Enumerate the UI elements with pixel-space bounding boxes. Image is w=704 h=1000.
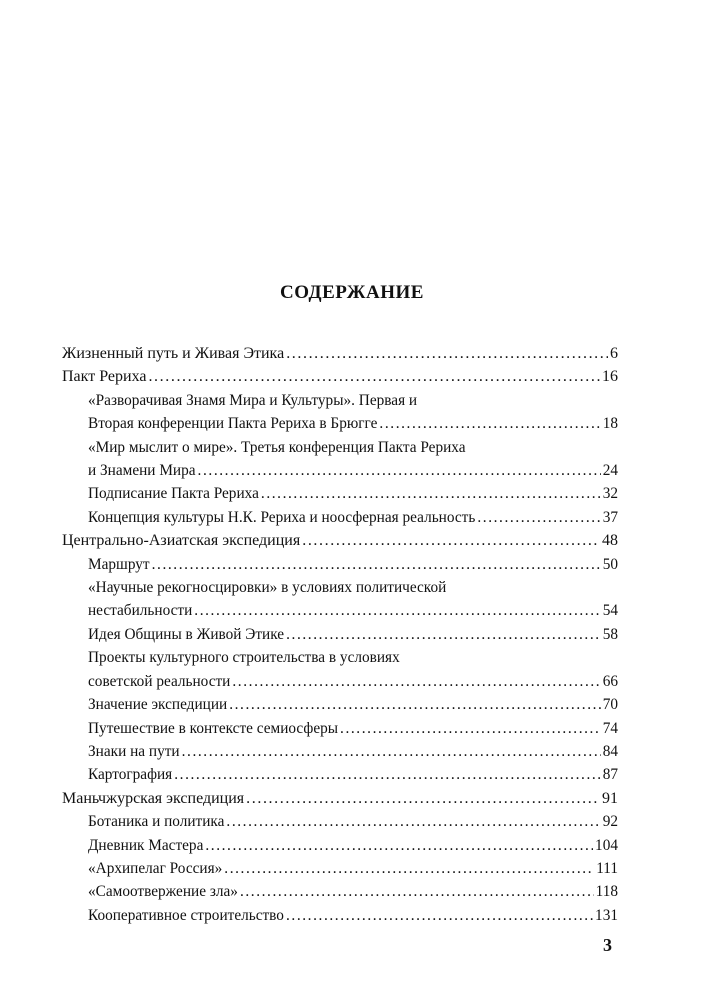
toc-entry-title: Концепция культуры Н.К. Рериха и ноосферная реальность xyxy=(88,508,476,526)
toc-page-number: 48 xyxy=(602,532,618,550)
toc-chapter[interactable] xyxy=(62,342,618,365)
toc-section[interactable] xyxy=(62,763,618,786)
toc-section[interactable] xyxy=(62,623,618,646)
dot-leader xyxy=(152,553,601,576)
toc-page-number: 70 xyxy=(602,696,618,714)
dot-leader xyxy=(379,412,600,435)
dot-leader xyxy=(232,670,600,693)
toc-entry-title: советской реальности xyxy=(88,672,231,690)
dot-leader xyxy=(340,717,601,740)
toc-entry-title: Жизненный путь и Живая Этика xyxy=(62,345,285,362)
toc-entry-title: Ботаника и политика xyxy=(88,813,225,831)
toc-entry-title: Идея Общины в Живой Этике xyxy=(88,625,285,643)
toc-page-number: 16 xyxy=(602,368,618,386)
dot-leader xyxy=(182,740,601,763)
toc-section[interactable] xyxy=(62,880,618,903)
dot-leader xyxy=(286,904,593,927)
toc-entry-title: Маньчжурская экспедиция xyxy=(62,789,245,807)
table-of-contents xyxy=(62,342,618,927)
toc-page-number: 58 xyxy=(602,625,618,643)
toc-section[interactable] xyxy=(62,646,618,693)
dot-leader xyxy=(246,787,600,810)
toc-page-number: 104 xyxy=(595,836,618,854)
toc-entry-title: Центрально-Азиатская экспедиция xyxy=(62,532,301,550)
toc-entry-title: Пакт Рериха xyxy=(62,368,147,386)
dot-leader xyxy=(261,482,601,505)
toc-page-number: 74 xyxy=(602,719,618,737)
toc-page-number: 54 xyxy=(602,602,618,620)
toc-section[interactable] xyxy=(62,506,618,529)
toc-entry-title: Подписание Пакта Рериха xyxy=(88,485,259,503)
toc-page-number: 32 xyxy=(602,485,618,503)
toc-page-number: 92 xyxy=(602,813,618,831)
toc-section[interactable] xyxy=(62,834,618,857)
toc-page-number: 91 xyxy=(602,789,618,807)
toc-entry-title: Путешествие в контексте семиосферы xyxy=(88,719,339,737)
page-number: 3 xyxy=(603,935,612,955)
toc-page-number: 111 xyxy=(596,859,618,877)
toc-entry-title: Кооперативное строительство xyxy=(88,906,284,924)
toc-entry-title-line1: Проекты культурного строительства в условиях xyxy=(88,649,400,667)
dot-leader xyxy=(224,857,594,880)
dot-leader xyxy=(477,506,600,529)
toc-page-number: 84 xyxy=(602,742,618,760)
toc-page-number: 37 xyxy=(602,508,618,526)
dot-leader xyxy=(286,342,608,365)
toc-entry-title-line1: «Мир мыслит о мире». Третья конференция Пакта Рериха xyxy=(88,438,466,456)
toc-section[interactable] xyxy=(62,740,618,763)
toc-entry-title: Картография xyxy=(88,766,173,784)
toc-section[interactable] xyxy=(62,904,618,927)
toc-entry-title: «Самоотвержение зла» xyxy=(88,883,238,901)
toc-section[interactable] xyxy=(62,436,618,483)
toc-section[interactable] xyxy=(62,717,618,740)
dot-leader xyxy=(205,834,593,857)
dot-leader xyxy=(226,810,600,833)
toc-section[interactable] xyxy=(62,857,618,880)
dot-leader xyxy=(240,880,594,903)
toc-entry-title: Вторая конференции Пакта Рериха в Брюгге xyxy=(88,415,378,433)
dot-leader xyxy=(194,599,600,622)
toc-page-number: 66 xyxy=(602,672,618,690)
toc-section[interactable] xyxy=(62,810,618,833)
dot-leader xyxy=(174,763,600,786)
toc-page-number: 24 xyxy=(602,462,618,480)
toc-entry-title-line1: «Научные рекогносцировки» в условиях политической xyxy=(88,579,447,597)
toc-entry-title: Дневник Мастера xyxy=(88,836,204,854)
dot-leader xyxy=(229,693,601,716)
toc-page-number: 6 xyxy=(610,345,618,362)
toc-page-number: 50 xyxy=(602,555,618,573)
toc-chapter[interactable] xyxy=(62,365,618,388)
toc-page-number: 118 xyxy=(595,883,618,901)
toc-chapter[interactable] xyxy=(62,787,618,810)
dot-leader xyxy=(286,623,601,646)
toc-entry-title: Знаки на пути xyxy=(88,742,180,760)
toc-section[interactable] xyxy=(62,553,618,576)
dot-leader xyxy=(198,459,601,482)
toc-section[interactable] xyxy=(62,693,618,716)
dot-leader xyxy=(148,365,600,388)
toc-page-number: 18 xyxy=(602,415,618,433)
toc-section[interactable] xyxy=(62,389,618,436)
dot-leader xyxy=(302,529,600,552)
toc-entry-title: нестабильности xyxy=(88,602,193,620)
page-title: СОДЕРЖАНИЕ xyxy=(280,282,424,303)
toc-page-number: 131 xyxy=(595,906,618,924)
toc-entry-title: Значение экспедиции xyxy=(88,696,228,714)
toc-entry-title: и Знамени Мира xyxy=(88,462,196,480)
toc-entry-title-line1: «Разворачивая Знамя Мира и Культуры». Первая и xyxy=(88,391,418,409)
toc-entry-title: Маршрут xyxy=(88,555,150,573)
toc-section[interactable] xyxy=(62,576,618,623)
toc-entry-title: «Архипелаг Россия» xyxy=(88,859,223,877)
toc-page-number: 87 xyxy=(602,766,618,784)
toc-chapter[interactable] xyxy=(62,529,618,552)
toc-section[interactable] xyxy=(62,482,618,505)
